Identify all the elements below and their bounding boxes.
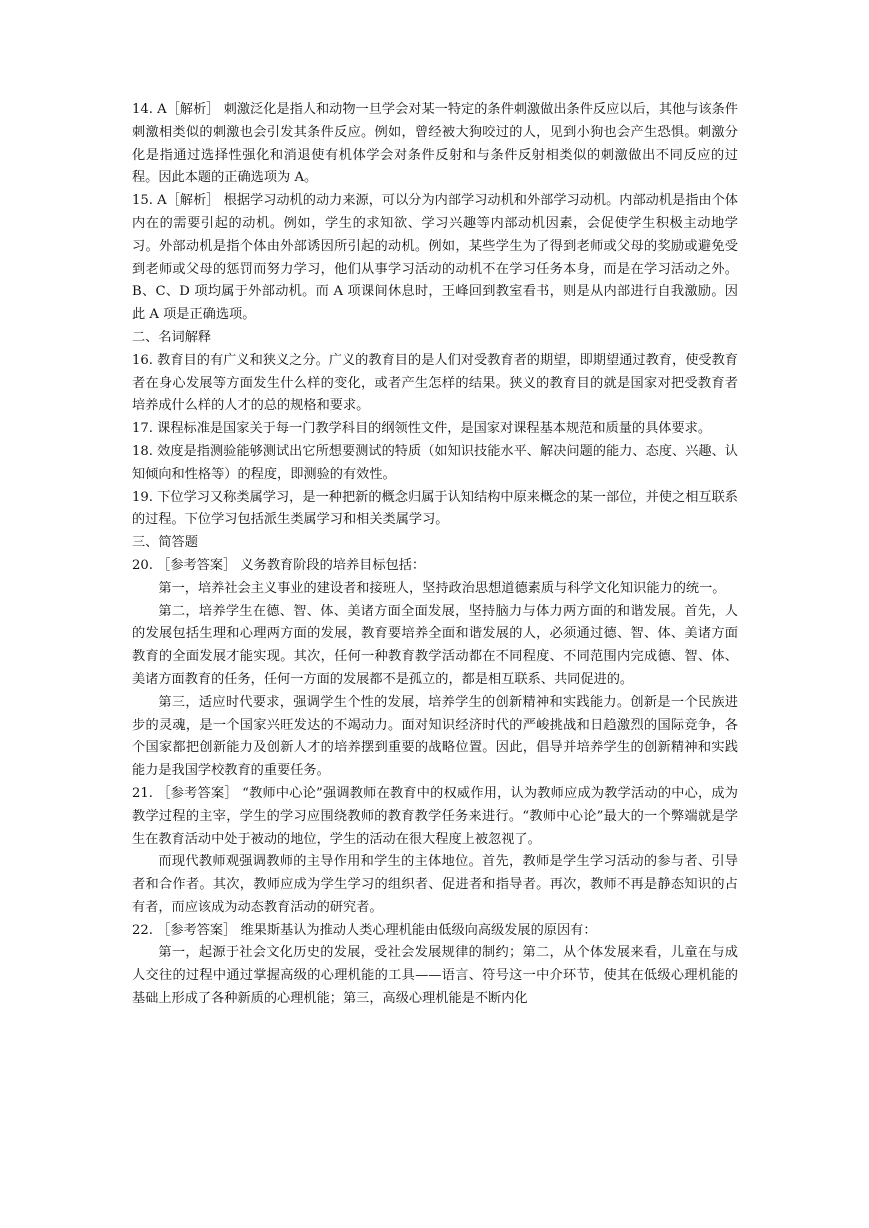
answer-22: 22. ［参考答案］ 维果斯基认为推动人类心理机能由低级向高级发展的原因有： [132,922,597,938]
answer-21-continuation: 而现代教师观强调教师的主导作用和学生的主体地位。首先，教师是学生学习活动的参与者、引导者和合作者。其次，教师应成为学生学习的组织者、促进者和指导者。再次，教师不再是静态知识的占有者，而应该成为动态教育活动的研究者。 [132,854,738,915]
answer-21: 21. ［参考答案］ “教师中心论”强调教师在教育中的权威作用，认为教师应成为教学活动的中心，成为教学过程的主宰，学生的学习应围绕教师的教育教学任务来进行。“教师中心论”最大的一个弊端就是学生在教育活动中处于被动的地位，学生的活动在很大程度上被忽视了。 [132,785,738,847]
answer-17: 17. 课程标准是国家关于每一门教学科目的纲领性文件，是国家对课程基本规范和质量的具体要求。 [132,421,712,437]
answer-20-point-3: 第三，适应时代要求，强调学生个性的发展，培养学生的创新精神和实践能力。创新是一个民族进步的灵魂，是一个国家兴旺发达的不竭动力。面对知识经济时代的严峻挑战和日趋激烈的国际竞争，各个国家都把创新能力及创新人才的培养摆到重要的战略位置。因此，倡导并培养学生的创新精神和实践能力是我国学校教育的重要任务。 [132,694,738,779]
section-heading-term-definitions: 二、名词解释 [132,329,212,345]
answer-18: 18. 效度是指测验能够测试出它所想要测试的特质（如知识技能水平、解决问题的能力、态度、兴趣、认知倾向和性格等）的程度，即测验的有效性。 [132,443,738,482]
answer-20-point-2: 第二，培养学生在德、智、体、美诸方面全面发展，坚持脑力与体力两方面的和谐发展。首先，人的发展包括生理和心理两方面的发展，教育要培养全面和谐发展的人，必须通过德、智、体、美诸方面教育的全面发展才能实现。其次，任何一种教育教学活动都在不同程度、不同范围内完成德、智、体、美诸方面教育的任务，任何一方面的发展都不是孤立的，都是相互联系、共同促进的。 [132,603,738,687]
answer-19: 19. 下位学习又称类属学习，是一种把新的概念归属于认知结构中原来概念的某一部位，并使之相互联系的过程。下位学习包括派生类属学习和相关类属学习。 [132,489,738,528]
answer-15: 15. A［解析］ 根据学习动机的动力来源，可以分为内部学习动机和外部学习动机。内部动机是指由个体内在的需要引起的动机。例如，学生的求知欲、学习兴趣等内部动机因素，会促使学生积极主动地学习。外部动机是指个体由外部诱因所引起的动机。例如，某些学生为了得到老师或父母的奖励或避免受到老师或父母的惩罚而努力学习，他们从事学习活动的动机不在学习任务本身，而是在学习活动之外。B、C、D 项均属于外部动机。而 A 项课间休息时，王峰回到教室看书，则是从内部进行自我激励。因此 A 项是正确选项。 [132,193,738,323]
document-page [132,99,738,1011]
answer-20: 20. ［参考答案］ 义务教育阶段的培养目标包括： [132,557,426,573]
answer-22-points: 第一，起源于社会文化历史的发展，受社会发展规律的制约；第二，从个体发展来看，儿童在与成人交往的过程中通过掌握高级的心理机能的工具——语言、符号这一中介环节，使其在低级心理机能的基础上形成了各种新质的心理机能；第三，高级心理机能是不断内化 [132,945,738,1007]
section-heading-short-answer: 三、简答题 [132,535,198,551]
answer-20-point-1: 第一，培养社会主义事业的建设者和接班人，坚持政治思想道德素质与科学文化知识能力的统一。 [158,580,726,596]
answer-14: 14. A［解析］ 刺激泛化是指人和动物一旦学会对某一特定的条件刺激做出条件反应以后，其他与该条件刺激相类似的刺激也会引发其条件反应。例如，曾经被大狗咬过的人，见到小狗也会产生恐惧。刺激分化是指通过选择性强化和消退使有机体学会对条件反射和与条件反射相类似的刺激做出不同反应的过程。因此本题的正确选项为 A。 [132,102,738,186]
answer-16: 16. 教育目的有广义和狭义之分。广义的教育目的是人们对受教育者的期望，即期望通过教育，使受教育者在身心发展等方面发生什么样的变化，或者产生怎样的结果。狭义的教育目的就是国家对把受教育者培养成什么样的人才的总的规格和要求。 [132,352,738,414]
